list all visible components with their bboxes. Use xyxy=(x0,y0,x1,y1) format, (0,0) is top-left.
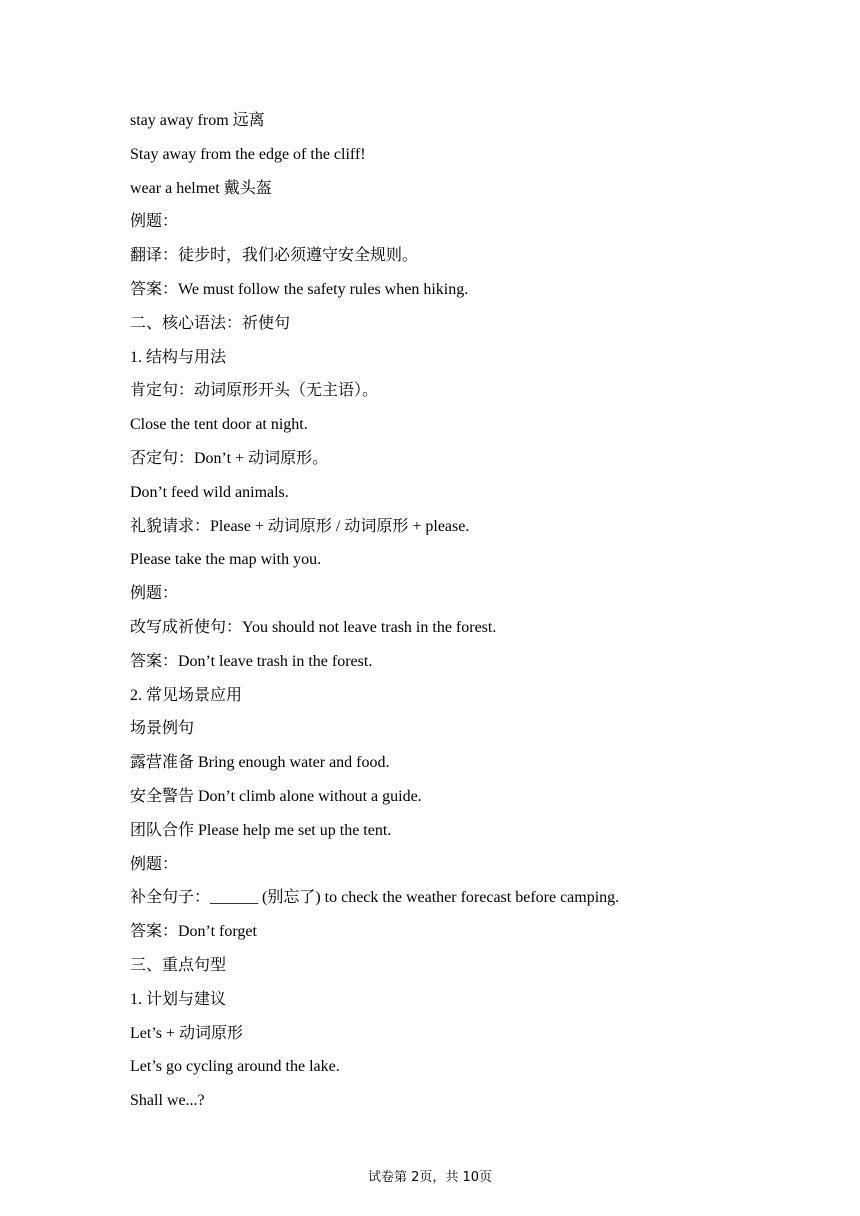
text-line: 例题： xyxy=(130,585,179,603)
text-line: Shall we...? xyxy=(130,1092,205,1110)
text-line: 礼貌请求：Please + 动词原形 / 动词原形 + please. xyxy=(130,517,470,535)
text-line: 答案：We must follow the safety rules when hiking. xyxy=(130,280,469,298)
text-line: wear a helmet 戴头盔 xyxy=(130,179,272,197)
subsection-heading: 1. 计划与建议 xyxy=(130,990,227,1008)
subsection-heading: 1. 结构与用法 xyxy=(130,348,227,366)
text-line: 场景例句 xyxy=(130,720,195,738)
page-footer: 试卷第 2页，共 10页 xyxy=(367,1170,493,1185)
text-line: 答案：Don’t forget xyxy=(130,923,257,941)
text-line: 否定句：Don’t + 动词原形。 xyxy=(130,449,329,467)
text-line: Stay away from the edge of the cliff! xyxy=(130,145,366,163)
text-line: 团队合作 Please help me set up the tent. xyxy=(130,821,392,839)
text-line: 例题： xyxy=(130,213,179,231)
text-line: 翻译：徒步时，我们必须遵守安全规则。 xyxy=(130,247,419,265)
text-line: 答案：Don’t leave trash in the forest. xyxy=(130,652,373,670)
text-line: Let’s + 动词原形 xyxy=(130,1024,244,1042)
document-body xyxy=(130,110,830,1124)
text-line: 肯定句：动词原形开头（无主语）。 xyxy=(130,382,379,400)
text-line: 例题： xyxy=(130,855,179,873)
text-line: Close the tent door at night. xyxy=(130,416,308,434)
text-line: 改写成祈使句：You should not leave trash in the forest. xyxy=(130,618,497,636)
section-heading: 二、核心语法：祈使句 xyxy=(130,314,291,332)
text-line: Don’t feed wild animals. xyxy=(130,483,289,501)
text-line: 露营准备 Bring enough water and food. xyxy=(130,754,390,772)
text-line: Please take the map with you. xyxy=(130,551,322,569)
subsection-heading: 2. 常见场景应用 xyxy=(130,686,243,704)
text-line: 安全警告 Don’t climb alone without a guide. xyxy=(130,787,422,805)
text-line: Let’s go cycling around the lake. xyxy=(130,1058,340,1076)
text-line: 补全句子：______ (别忘了) to check the weather forecast before camping. xyxy=(130,889,620,907)
text-line: stay away from 远离 xyxy=(130,112,265,129)
section-heading: 三、重点句型 xyxy=(130,956,227,974)
